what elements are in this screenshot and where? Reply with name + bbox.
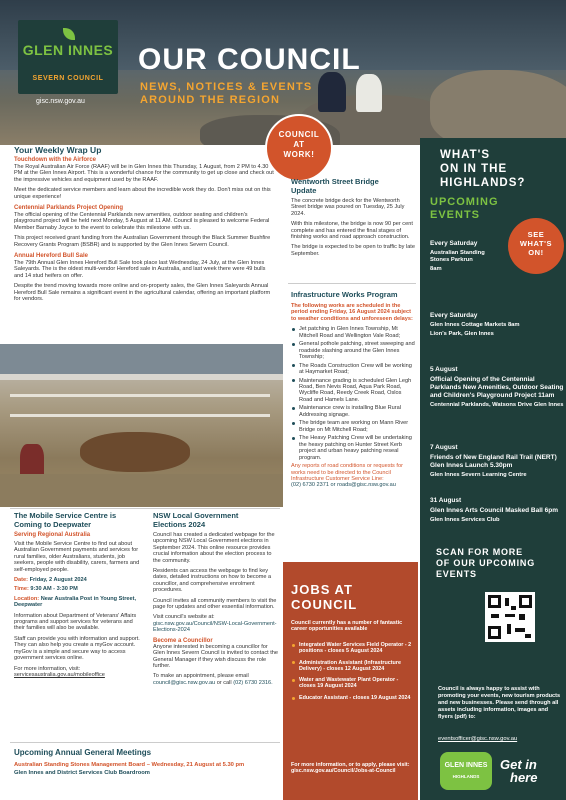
mobile-service-subtitle: Serving Regional Australia xyxy=(14,532,91,538)
time-label: Time: xyxy=(14,586,29,593)
parklands-text: The official opening of the Centennial Parklands new amenities, outdoor seating and children's playground project will be held next Monday, 5 August at 11 AM. Council is pleased to welcome Federal Member Barnaby Joyce to the event to celebrate this milestone with us. xyxy=(14,212,270,231)
agm-line-2: Glen Innes and District Services Club Boardroom xyxy=(14,770,150,776)
list-item: The Roads Construction Crew will be working at Haymarket Road; xyxy=(291,363,415,376)
infrastructure-list xyxy=(291,326,415,461)
parklands-text-2: This project received grant funding from the Australian Government through the Black Summer Bushfire Recovery Grants Program (BSBR) and is supported by the Glen Innes Severn Council. xyxy=(14,235,271,248)
events-title: WHAT'S ON IN THE HIGHLANDS? xyxy=(440,149,526,189)
list-item: The Heavy Patching Crew will be undertaking the heavy patching on Hunter Street Kerb project and urban heavy patching reseal program. xyxy=(291,435,415,461)
jobs-intro: Council currently has a number of fantastic career opportunities available xyxy=(291,620,403,633)
elections-text-3: Council invites all community members to visit the page for updates and other essential information. xyxy=(153,597,277,611)
elections-text-6: To make an appointment, please email xyxy=(153,673,249,680)
elections-text-2: Residents can access the webpage to find key dates, detailed instructions on how to become a councillor, and comprehensive enrolment procedures. xyxy=(153,568,272,594)
job-item[interactable]: Educator Assistant - closes 19 August 2024 xyxy=(291,695,415,701)
mobile-service-text-4: For more information, visit: xyxy=(14,665,81,672)
scan-title: SCAN FOR MORE OF OUR UPCOMING EVENTS xyxy=(436,547,535,579)
mobile-service-text-2: Information about Department of Veterans' Affairs programs and support services for veterans and their families will also be available. xyxy=(14,612,137,632)
airforce-text: The Royal Australian Air Force (RAAF) will be in Glen Innes this Thursday, 1 August, from 2 PM to 4.30 PM at the Glen Innes Airport. This is a wonderful chance for the community to get up close and check out the impressive vehicles and equipment used by the RAAF. xyxy=(14,164,274,183)
council-logo[interactable] xyxy=(18,20,118,94)
elections-text-5: Anyone interested in becoming a councillor for Glen Innes Severn Council is invited to contact the General Manager if they wish discuss the role further. xyxy=(153,643,278,669)
agm-line-1: Australian Standing Stones Management Board – Wednesday, 21 August at 5.30 pm xyxy=(14,762,245,768)
date-label: Date: xyxy=(14,577,28,584)
events-email-link[interactable]: eventsofficer@gisc.nsw.gov.au xyxy=(438,736,518,742)
infrastructure-intro: The following works are scheduled in the period ending Friday, 16 August 2024 subject to weather conditions and unforeseen delays: xyxy=(291,303,413,322)
list-item: Maintenance crew is installing Blue Rural Addressing signage. xyxy=(291,405,415,418)
jobs-list xyxy=(291,642,415,703)
infrastructure-title: Infrastructure Works Program xyxy=(291,290,398,299)
qr-code[interactable] xyxy=(485,592,535,642)
list-item: The bridge team are working on Mann River Bridge on Mt Mitchell Road; xyxy=(291,420,415,433)
get-in-here-logo: Get in here xyxy=(500,757,538,785)
agm-title: Upcoming Annual General Meetings xyxy=(14,748,152,757)
location-label: Location: xyxy=(14,595,40,602)
bull-sale-heading: Annual Hereford Bull Sale xyxy=(14,253,89,260)
elections-link[interactable]: gisc.nsw.gov.au/Council/NSW-Local-Government-Elections-2024 xyxy=(153,620,277,634)
mobile-service-link[interactable]: servicesaustralia.gov.au/mobileoffice xyxy=(14,671,105,678)
list-item: General pothole patching, street sweeping and roadside slashing around the Glen Innes Township; xyxy=(291,341,415,360)
time-value: 9:30 AM - 3:30 PM xyxy=(30,586,78,593)
bridge-text-1: The concrete bridge deck for the Wentworth Street bridge was poured on Tuesday, 25 July 2024. xyxy=(291,198,405,217)
page-subtitle: NEWS, NOTICES & EVENTS AROUND THE REGION xyxy=(140,81,313,106)
event-item[interactable]: 31 August Glen Innes Arts Council Masked Ball 6pm Glen Innes Services Club xyxy=(430,497,558,523)
bridge-text-3: The bridge is expected to be open to traffic by late September. xyxy=(291,244,415,257)
call-text: or call xyxy=(216,679,232,686)
or-text: or xyxy=(330,482,336,489)
weekly-section xyxy=(14,157,276,303)
bridge-text-2: With this milestone, the bridge is now 90 per cent complete and has entered the final stages of finishing works and road approach construction. xyxy=(291,221,413,241)
elections-text-4: Visit council's website at: xyxy=(153,614,215,621)
job-item[interactable]: Integrated Water Services Field Operator - 2 positions - closes 5 August 2024 xyxy=(291,642,415,655)
mobile-service-title: The Mobile Service Centre is Coming to Deepwater xyxy=(14,511,117,529)
airforce-text-2: Meet the dedicated service members and learn about the incredible work they do. Don't miss out on this unique experience! xyxy=(14,187,271,200)
logo-text: GLEN INNES xyxy=(22,42,114,58)
event-item[interactable]: Every Saturday Glen Innes Cottage Markets 8am Lion's Park, Glen Innes xyxy=(430,312,520,337)
see-whats-on-badge[interactable]: SEE WHAT'S ON! xyxy=(508,218,564,274)
date-value: Friday, 2 August 2024 xyxy=(29,577,87,584)
bull-sale-text: The 79th Annual Glen Innes Hereford Bull Sale took place last Wednesday, 24 July, at the Glen Innes Saleyards. The is the oldest multi-vendor Hereford sale in Australia, and last week there were 49 bulls and 14 stud heifers on offer. xyxy=(14,260,266,279)
agm-section xyxy=(0,742,283,800)
council-email-link[interactable]: council@gisc.nsw.gov.au xyxy=(153,679,216,686)
mobile-service-text-3: Staff can provide you with information and support. They can also help you create a myGov account. myGov is a simple and secure way to access government services online. xyxy=(14,635,140,662)
parklands-heading: Centennial Parklands Project Opening xyxy=(14,205,124,212)
list-item: Maintenance grading is scheduled Glen Legh Road, Ben Nevis Road, Aqua Park Road, Wycliffe Road, Reedy Creek Road, Oslos Road and Hamels Lane. xyxy=(291,378,415,404)
logo-subtext: SEVERN COUNCIL xyxy=(32,75,104,82)
job-item[interactable]: Administration Assistant (Infrastructure Delivery) - closes 12 August 2024 xyxy=(291,660,415,673)
page-title: OUR COUNCIL xyxy=(138,43,361,76)
event-item[interactable]: 5 August Official Opening of the Centennial Parklands New Amenities, Outdoor Seating and Children's Playground Project 11am Centennial Parklands, Watsons Drive Glen Innes xyxy=(430,366,564,408)
job-item[interactable]: Water and Wastewater Plant Operator - closes 19 August 2024 xyxy=(291,677,415,690)
saleyard-photo xyxy=(0,344,283,507)
event-item[interactable]: Every Saturday Australian Standing Stones Parkrun 8am xyxy=(430,240,485,272)
bridge-title: Wentworth Street Bridge Update xyxy=(291,177,379,195)
jobs-title: JOBS AT COUNCIL xyxy=(291,582,358,612)
upcoming-events-title: UPCOMING EVENTS xyxy=(430,196,499,221)
weekly-wrap-title: Your Weekly Wrap Up xyxy=(14,145,102,155)
report-text: Any reports of road conditions or requests for works need to be directed to the Council Infrastructure Customer Service Line: xyxy=(291,463,403,483)
elections-section xyxy=(153,511,279,686)
event-item[interactable]: 7 August Friends of New England Rail Trail (NERT) Glen Innes Launch 5.30pm Glen Innes Severn Learning Centre xyxy=(430,444,557,478)
elections-text-1: Council has created a dedicated webpage for the upcoming NSW Local Government elections in September 2024. This online resource provides crucial information about the election process to the community. xyxy=(153,532,275,564)
list-item: Jet patching in Glen Innes Township, Mt Mitchell Road and Wellington Vale Road; xyxy=(291,326,415,339)
infrastructure-section xyxy=(291,290,415,489)
bull-sale-text-2: Despite the trend moving towards more online and on-property sales, the Glen Innes Saleyards Annual Hereford Bull Sale remains a significant event in the agricultural calendar, offering an important platform for vendors. xyxy=(14,283,271,303)
report-phone[interactable]: (02) 6730 2371 xyxy=(291,482,329,489)
site-url[interactable]: gisc.nsw.gov.au xyxy=(36,98,85,105)
council-phone[interactable]: (02) 6730 2316. xyxy=(233,679,273,686)
report-email-link[interactable]: roads@gisc.nsw.gov.au xyxy=(337,482,396,489)
elections-title: NSW Local Government Elections 2024 xyxy=(153,511,239,529)
become-councillor-heading: Become a Councillor xyxy=(153,637,213,644)
highlands-logo[interactable]: GLEN INNES HIGHLANDS xyxy=(440,752,492,790)
airforce-heading: Touchdown with the Airforce xyxy=(14,157,96,163)
mobile-service-text: Visit the Mobile Service Centre to find out about Australian Government payments and services for rural families, older Australians, students, job seekers, people with disability, carers, farmers and self-employed people. xyxy=(14,541,140,573)
bridge-section xyxy=(291,177,415,257)
jobs-panel xyxy=(283,562,418,800)
mobile-service-section xyxy=(14,511,142,678)
location-value: Near Australia Post in Young Street, Deepwater xyxy=(14,595,137,609)
council-at-work-badge: COUNCIL AT WORK! xyxy=(265,114,333,182)
assist-text: Council is always happy to assist with promoting your events, new tourism products and new businesses. Please send through all assets including information, images and flyers (pdf) to: xyxy=(438,686,561,720)
jobs-more-info[interactable]: For more information, or to apply, please visit: gisc.nsw.gov.au/Council/Jobs-at-Council xyxy=(291,762,410,775)
